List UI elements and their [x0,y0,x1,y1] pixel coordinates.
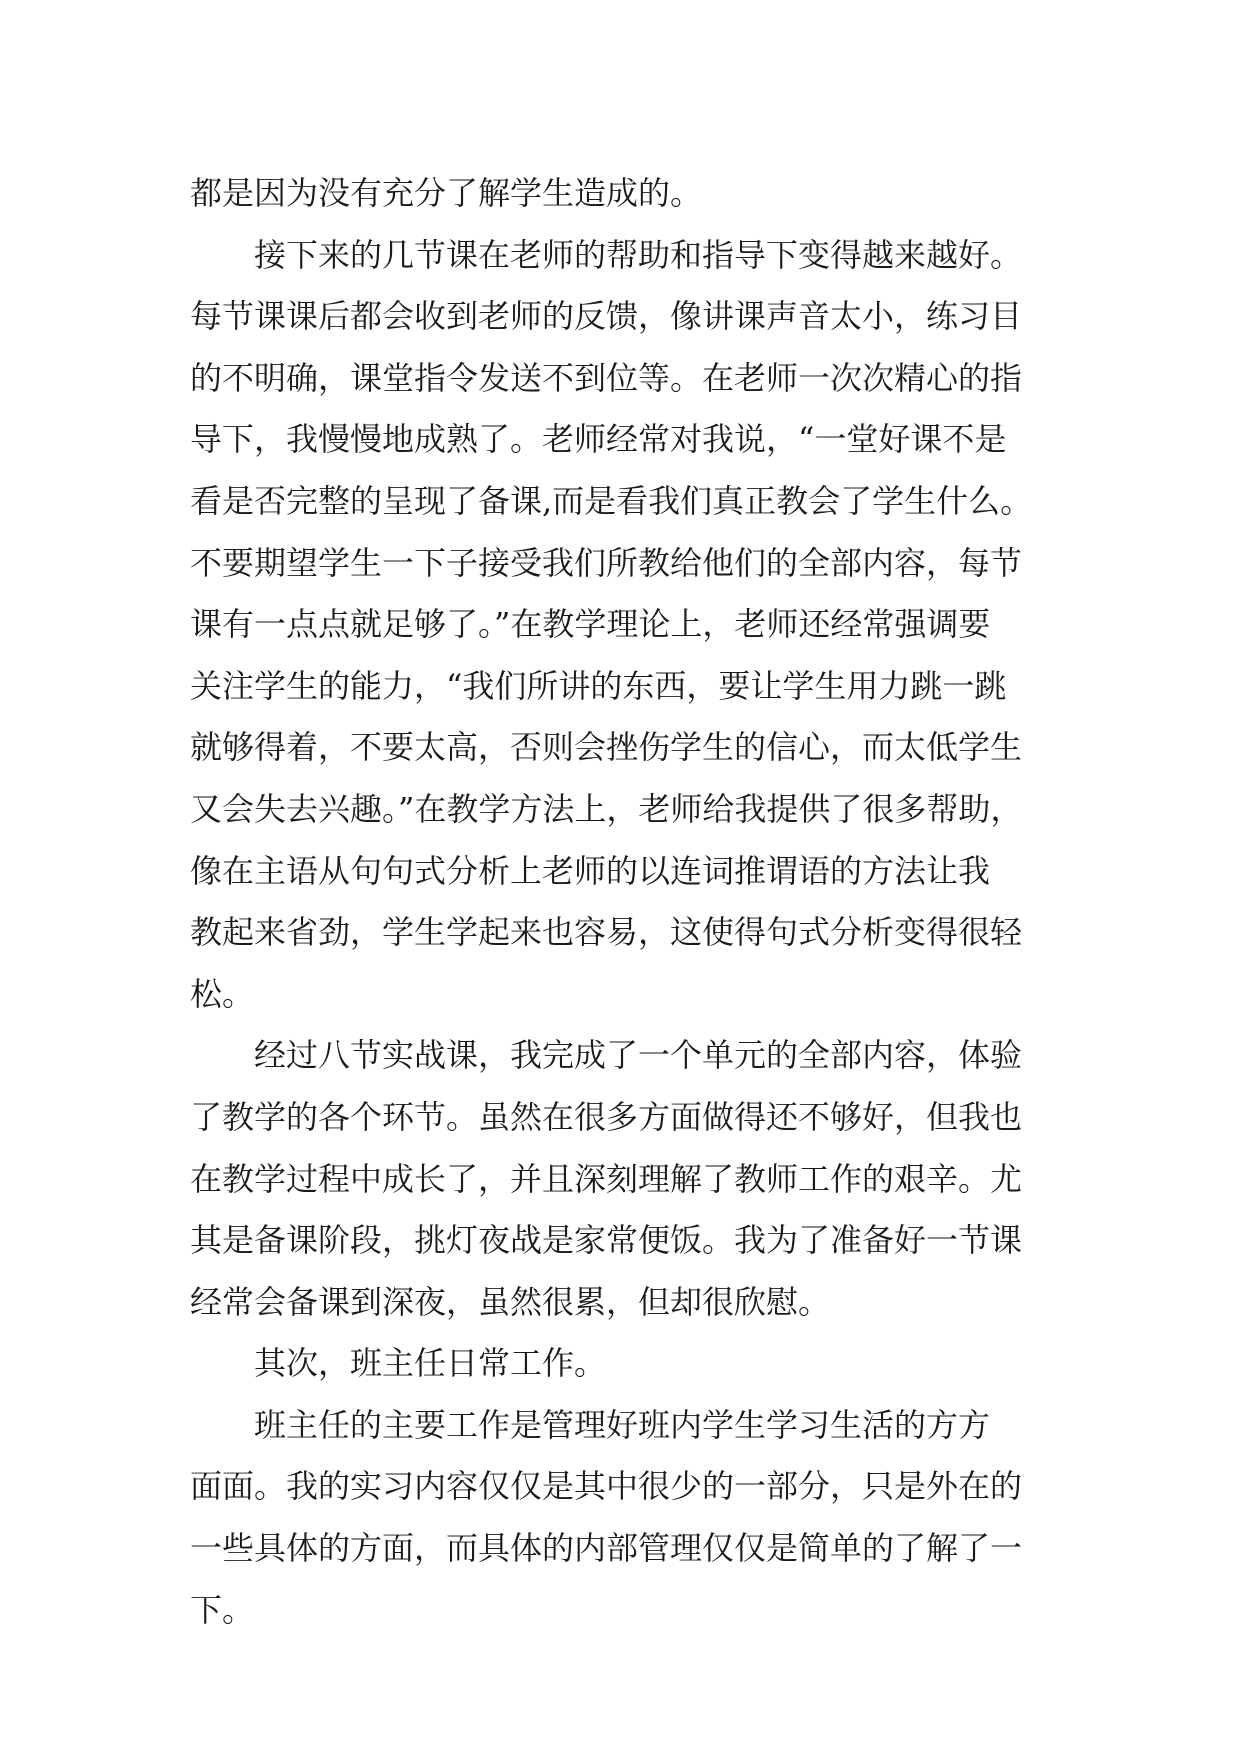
text-line: 每节课课后都会收到老师的反馈，像讲课声音太小，练习目 [190,297,1023,336]
text-line: 在教学过程中成长了，并且深刻理解了教师工作的艰辛。尤 [190,1159,1023,1198]
text-line: 都是因为没有充分了解学生造成的。 [190,174,703,212]
text-line: 像在主语从句句式分析上老师的以连词推谓语的方法让我 [190,851,991,890]
paragraph-start-line: 班主任的主要工作是管理好班内学生学习生活的方方 [254,1405,991,1444]
section-heading-line: 其次，班主任日常工作。 [254,1344,607,1383]
text-line: 的不明确，课堂指令发送不到位等。在老师一次次精心的指 [190,358,1023,397]
text-line: 了教学的各个环节。虽然在很多方面做得还不够好，但我也 [190,1097,1023,1136]
text-line: 又会失去兴趣。”在教学方法上，老师给我提供了很多帮助， [190,789,1023,828]
text-line: 下。 [190,1590,255,1629]
text-line: 课有一点点就足够了。”在教学理论上，老师还经常强调要 [190,605,991,644]
text-line: 不要期望学生一下子接受我们所教给他们的全部内容，每节 [190,543,1023,582]
text-line: 导下，我慢慢地成熟了。老师经常对我说，“一堂好课不是 [190,420,1007,459]
text-line: 关注学生的能力，“我们所讲的东西，要让学生用力跳一跳 [190,666,1007,705]
text-line: 教起来省劲，学生学起来也容易，这使得句式分析变得很轻 [190,913,1023,952]
text-line: 面面。我的实习内容仅仅是其中很少的一部分，只是外在的 [190,1467,1023,1506]
text-line: 一些具体的方面，而具体的内部管理仅仅是简单的了解了一 [190,1529,1023,1568]
body-text [190,163,1090,1641]
paragraph-start-line: 接下来的几节课在老师的帮助和指导下变得越来越好。 [254,235,1023,274]
text-line: 看是否完整的呈现了备课,而是看我们真正教会了学生什么。 [190,481,1033,520]
text-line: 松。 [190,974,255,1013]
paragraph-start-line: 经过八节实战课，我完成了一个单元的全部内容，体验 [254,1036,1023,1075]
text-line: 就够得着，不要太高，否则会挫伤学生的信心，而太低学生 [190,728,1023,767]
text-line: 其是备课阶段，挑灯夜战是家常便饭。我为了准备好一节课 [190,1221,1023,1260]
text-line: 经常会备课到深夜，虽然很累，但却很欣慰。 [190,1282,831,1321]
